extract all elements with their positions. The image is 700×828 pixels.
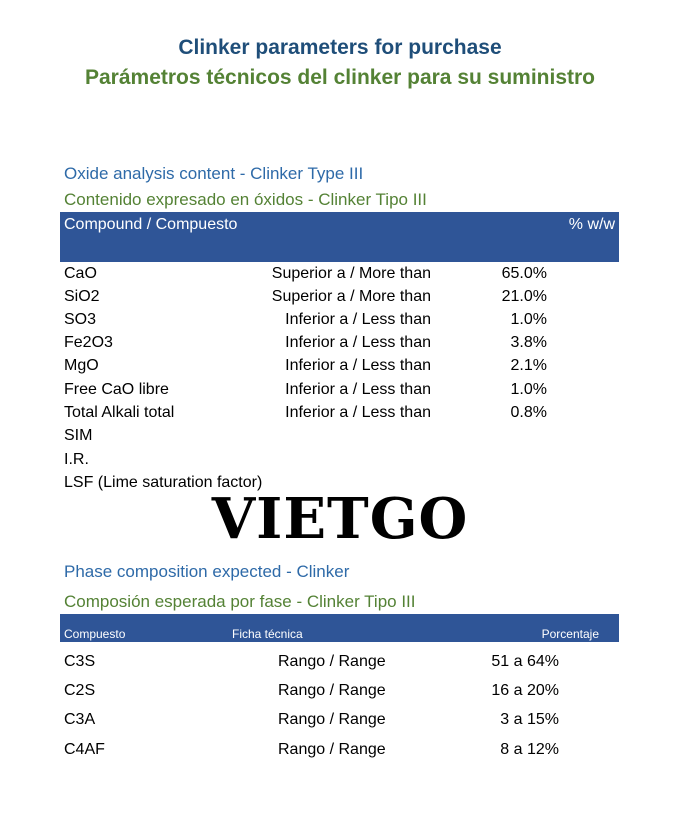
- value: 3.8%: [510, 334, 547, 351]
- compound-name: SiO2: [64, 288, 100, 305]
- value: 2.1%: [510, 357, 547, 374]
- value: 3 a 15%: [500, 711, 559, 728]
- value: 0.8%: [510, 404, 547, 421]
- compound-name: I.R.: [64, 451, 89, 468]
- table-row: [64, 451, 624, 473]
- table-row: [64, 265, 624, 287]
- range: Rango / Range: [278, 682, 386, 699]
- condition: Inferior a / Less than: [285, 334, 431, 351]
- header-percentage: Porcentaje: [541, 627, 599, 641]
- header-technical-sheet: Ficha técnica: [232, 627, 303, 641]
- table-row: [64, 741, 624, 765]
- value: 21.0%: [501, 288, 547, 305]
- value: 65.0%: [501, 265, 547, 282]
- header-unit: % w/w: [568, 216, 615, 233]
- compound-name: SIM: [64, 427, 93, 444]
- oxide-heading-spanish: Contenido expresado en óxidos - Clinker Tipo III: [64, 190, 427, 209]
- table-row: [64, 653, 624, 677]
- range: Rango / Range: [278, 741, 386, 758]
- header-compound: Compuesto: [64, 627, 126, 641]
- table-row: [64, 682, 624, 706]
- table-row: [64, 357, 624, 379]
- oxide-heading-english: Oxide analysis content - Clinker Type III: [64, 164, 364, 183]
- condition: Inferior a / Less than: [285, 357, 431, 374]
- vietgo-watermark: VIETGO: [211, 486, 469, 552]
- compound-name: LSF (Lime saturation factor): [64, 474, 263, 491]
- compound-name: Free CaO libre: [64, 381, 169, 398]
- value: 1.0%: [510, 381, 547, 398]
- oxide-table-header: [60, 212, 619, 262]
- value: 51 a 64%: [491, 653, 559, 670]
- compound-name: Total Alkali total: [64, 404, 175, 421]
- condition: Inferior a / Less than: [285, 311, 431, 328]
- table-row: [64, 711, 624, 735]
- table-row: [64, 288, 624, 310]
- value: 1.0%: [510, 311, 547, 328]
- phase-name: C3A: [64, 711, 96, 728]
- phase-heading-english: Phase composition expected - Clinker: [64, 562, 350, 581]
- table-row: [64, 334, 624, 356]
- phase-heading-spanish: Composión esperada por fase - Clinker Tipo III: [64, 592, 416, 611]
- header-compound: Compound / Compuesto: [64, 216, 238, 233]
- condition: Inferior a / Less than: [285, 381, 431, 398]
- compound-name: CaO: [64, 265, 97, 282]
- range: Rango / Range: [278, 711, 386, 728]
- compound-name: MgO: [64, 357, 99, 374]
- value: 8 a 12%: [500, 741, 559, 758]
- title-spanish: Parámetros técnicos del clinker para su suministro: [84, 66, 596, 89]
- condition: Superior a / More than: [271, 265, 431, 282]
- value: 16 a 20%: [491, 682, 559, 699]
- table-row: [64, 404, 624, 426]
- condition: Superior a / More than: [271, 288, 431, 305]
- phase-name: C4AF: [64, 741, 105, 758]
- title-english: Clinker parameters for purchase: [178, 36, 502, 59]
- compound-name: Fe2O3: [64, 334, 113, 351]
- phase-name: C3S: [64, 653, 96, 670]
- condition: Inferior a / Less than: [285, 404, 431, 421]
- phase-table-header: [60, 614, 619, 642]
- phase-name: C2S: [64, 682, 96, 699]
- table-row: [64, 427, 624, 449]
- compound-name: SO3: [64, 311, 97, 328]
- range: Rango / Range: [278, 653, 386, 670]
- table-row: [64, 311, 624, 333]
- table-row: [64, 381, 624, 403]
